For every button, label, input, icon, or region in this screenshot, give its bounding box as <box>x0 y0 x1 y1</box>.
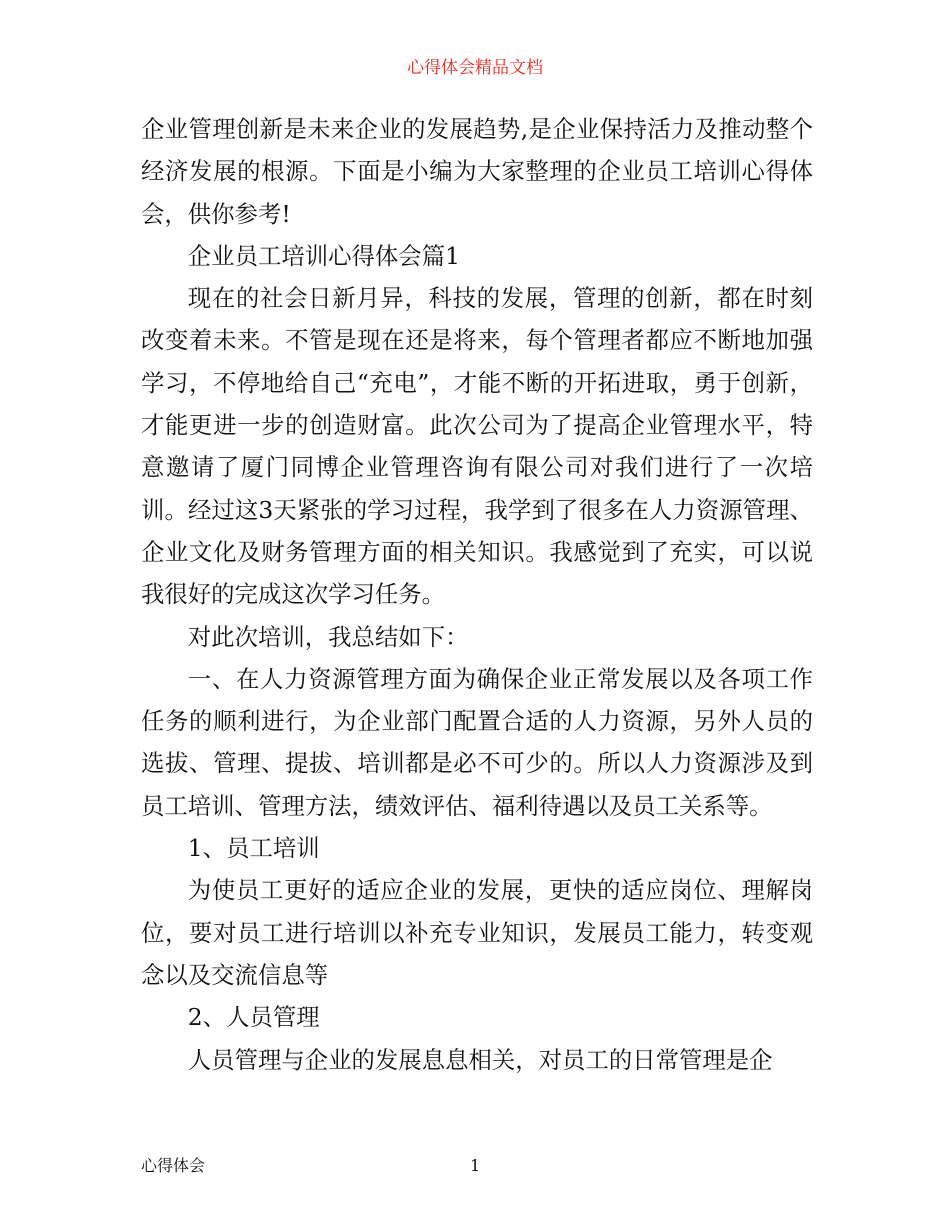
paragraph-subheading-training: 1、员工培训 <box>187 834 320 863</box>
page-number: 1 <box>470 1156 481 1175</box>
document-header-title: 心得体会精品文档 <box>407 58 543 78</box>
paragraph-subheading-personnel: 2、人员管理 <box>187 1003 320 1032</box>
paragraph-hr-management: 一、在人力资源管理方面为确保企业正常发展以及各项工作任务的顺利进行，为企业部门配置合适的人力资源，另外人员的选拔、管理、提拔、培训都是必不可少的。所以人力资源涉及到员工培训、管理方法，绩效评估、福利待遇以及员工关系等。 <box>141 664 813 820</box>
paragraph-body: 现在的社会日新月异，科技的发展，管理的创新，都在时刻改变着未来。不管是现在还是将来，每个管理者都应不断地加强学习，不停地给自己“充电”，才能不断的开拓进取，勇于创新，才能更进一步的创造财富。此次公司为了提高企业管理水平，特意邀请了厦门同博企业管理咨询有限公司对我们进行了一次培训。经过这3天紧张的学习过程，我学到了很多在人力资源管理、企业文化及财务管理方面的相关知识。我感觉到了充实，可以说我很好的完成这次学习任务。 <box>141 284 813 609</box>
paragraph-summary-lead: 对此次培训，我总结如下： <box>187 622 469 651</box>
paragraph-intro: 企业管理创新是未来企业的发展趋势,是企业保持活力及推动整个经济发展的根源。下面是小编为大家整理的企业员工培训心得体会，供你参考! <box>141 115 813 228</box>
document-body <box>141 108 813 1081</box>
paragraph-section-heading: 企业员工培训心得体会篇1 <box>187 241 460 270</box>
document-footer-label: 心得体会 <box>141 1156 206 1175</box>
paragraph-training-body: 为使员工更好的适应企业的发展，更快的适应岗位、理解岗位，要对员工进行培训以补充专业知识，发展员工能力，转变观念以及交流信息等 <box>141 876 813 989</box>
paragraph-personnel-body: 人员管理与企业的发展息息相关，对员工的日常管理是企 <box>187 1045 773 1074</box>
